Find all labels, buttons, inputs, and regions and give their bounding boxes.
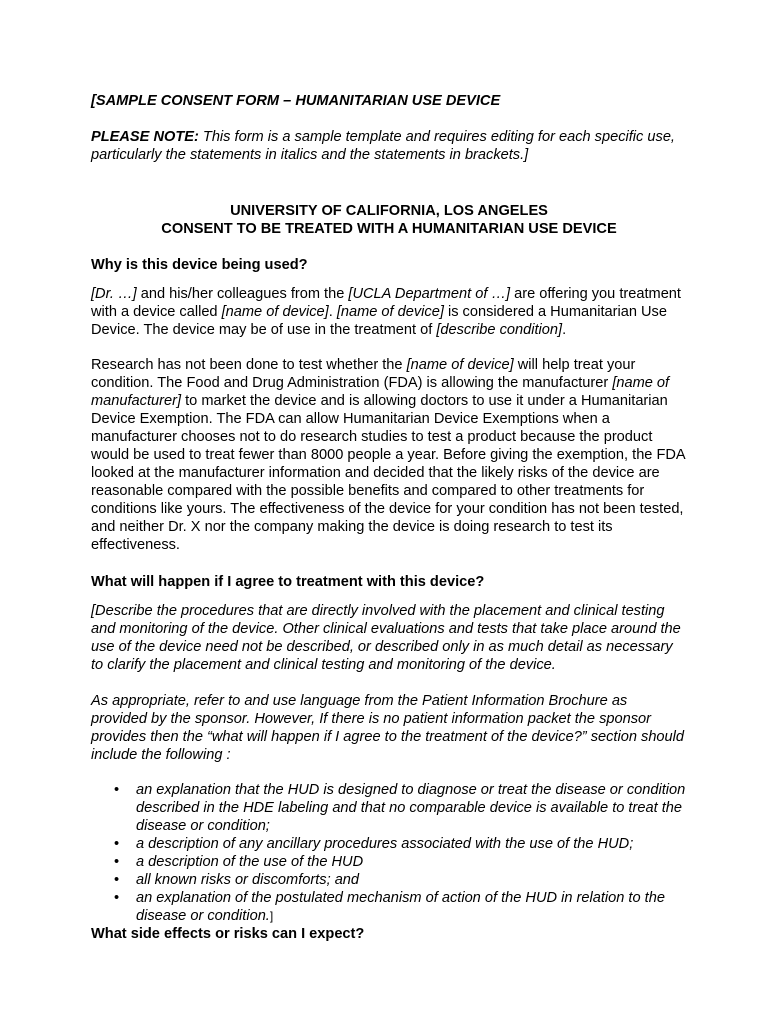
body-text: . (328, 304, 337, 320)
closing-bracket: ] (269, 909, 274, 923)
section-why-paragraph-1 (91, 285, 687, 339)
bullet-icon: • (114, 890, 120, 906)
please-note-text: This form is a sample template and requires editing for each specific use, particularly the statements in italics and the statements in brackets.] (91, 129, 675, 163)
body-text: to market the device and is allowing doctors to use it under a Humanitarian Device Exemption. The FDA can allow Humanitarian Device Exemptions when a manufacturer chooses not to do research studies to test a product because the product would be used to treat fewer than 8000 people a year. Before giving the exemption, the FDA looked at the manufacturer information and decided that the likely risks of the device are reasonable compared with the possible benefits and compared to other treatments for conditions like yours. The effectiveness of the device for your condition has not been tested, and neither Dr. X nor the company making the device is doing research to test its effectiveness. (91, 393, 685, 553)
list-item: • a description of any ancillary procedures associated with the use of the HUD; (114, 836, 634, 852)
placeholder-text: [describe condition] (436, 322, 563, 338)
please-note-label: PLEASE NOTE: (91, 129, 199, 145)
body-text: Research has not been done to test whether the (91, 357, 407, 373)
institution-heading: UNIVERSITY OF CALIFORNIA, LOS ANGELES (230, 203, 548, 219)
placeholder-text: [UCLA Department of …] (348, 286, 511, 302)
section-risks-title: What side effects or risks can I expect? (91, 926, 365, 942)
list-item: • all known risks or discomforts; and (114, 872, 360, 888)
bullet-icon: • (114, 836, 120, 852)
section-why-title: Why is this device being used? (91, 257, 308, 273)
placeholder-text: [Dr. …] (91, 286, 137, 302)
bullet-list (91, 781, 687, 925)
consent-heading: CONSENT TO BE TREATED WITH A HUMANITARIAN USE DEVICE (161, 221, 617, 237)
document-page (91, 92, 687, 943)
section-what-title: What will happen if I agree to treatment with this device? (91, 574, 485, 590)
section-why-paragraph-2 (91, 356, 687, 554)
body-text: are offering you treatment with a device called (91, 286, 681, 320)
bullet-icon: • (114, 854, 120, 870)
section-what-paragraph-2: As appropriate, refer to and use language from the Patient Information Brochure as provided by the sponsor. However, If there is no patient information packet the sponsor provides then the “what will happen if I agree to the treatment of the device?” section should include the following : (91, 693, 685, 763)
please-note (91, 128, 687, 164)
placeholder-text: [name of device] (336, 304, 444, 320)
form-title: [SAMPLE CONSENT FORM – HUMANITARIAN USE DEVICE (91, 93, 501, 109)
bullet-icon: • (114, 782, 120, 798)
body-text: is considered a Humanitarian Use Device. The device may be of use in the treatment of (91, 304, 667, 338)
list-item: • an explanation of the postulated mechanism of action of the HUD in relation to the disease or condition.] (114, 890, 665, 924)
bullet-icon: • (114, 872, 120, 888)
body-text: . (562, 322, 567, 338)
placeholder-text: [name of device] (406, 357, 514, 373)
section-what-paragraph-1: [Describe the procedures that are directly involved with the placement and clinical testing and monitoring of the device. Other clinical evaluations and tests that take place around the use of the device need not be described, or described only in as much detail as necessary to clarify the placement and clinical testing and monitoring of the device. (91, 603, 681, 673)
placeholder-text: [name of device] (221, 304, 329, 320)
body-text: will help treat your condition. The Food and Drug Administration (FDA) is allowing the manufacturer (91, 357, 636, 391)
list-item: • a description of the use of the HUD (114, 854, 364, 870)
body-text: and his/her colleagues from the (136, 286, 349, 302)
list-item: • an explanation that the HUD is designed to diagnose or treat the disease or condition described in the HDE labeling and that no comparable device is available to treat the disease or condition; (114, 782, 686, 834)
placeholder-text: [name of manufacturer] (91, 375, 670, 409)
